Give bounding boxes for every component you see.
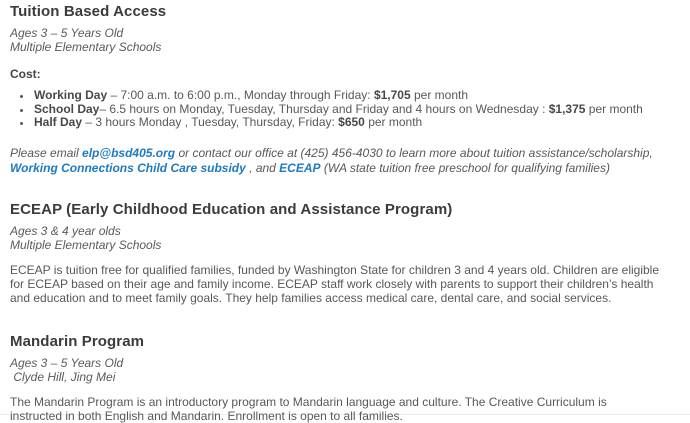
cost-item-working-day bbox=[32, 89, 664, 103]
cost-list bbox=[10, 89, 664, 130]
contact-text: , and bbox=[245, 161, 280, 175]
cost-item-price: $1,375 bbox=[548, 101, 586, 116]
cost-label: Cost: bbox=[10, 67, 41, 81]
tuition-section-title: Tuition Based Access bbox=[10, 3, 167, 20]
section-eceap bbox=[10, 201, 664, 305]
cost-item-name: Working Day bbox=[34, 88, 108, 102]
eceap-section-title: ECEAP (Early Childhood Education and Assistance Program) bbox=[10, 200, 453, 218]
contact-text: (WA state tuition free preschool for qualifying families) bbox=[320, 161, 610, 175]
cost-item-suffix: per month bbox=[364, 115, 423, 129]
cost-item-name: School Day bbox=[34, 101, 100, 116]
email-link[interactable]: elp@bsd405.org bbox=[82, 145, 176, 160]
cost-item-name: Half Day bbox=[34, 115, 83, 129]
cost-item-detail: – 7:00 a.m. to 6:00 p.m., Monday through Friday: bbox=[107, 88, 374, 102]
section-mandarin-program bbox=[10, 333, 664, 423]
mandarin-ages-line: Ages 3 – 5 Years Old bbox=[10, 355, 124, 370]
mandarin-description: The Mandarin Program is an introductory program to Mandarin language and culture. The Creative Curriculum is instructed in both English and Mandarin. Enrollment is open to all families. bbox=[10, 394, 607, 423]
tuition-locations-line: Multiple Elementary Schools bbox=[10, 40, 162, 54]
mandarin-meta bbox=[10, 356, 664, 384]
tuition-meta bbox=[10, 26, 664, 54]
eceap-link[interactable]: ECEAP bbox=[279, 161, 321, 175]
eceap-ages-line: Ages 3 & 4 year olds bbox=[10, 223, 121, 238]
cost-item-suffix: per month bbox=[410, 88, 469, 102]
cost-item-school-day bbox=[32, 103, 664, 117]
mandarin-section-title: Mandarin Program bbox=[10, 332, 145, 350]
eceap-meta bbox=[10, 224, 664, 252]
eceap-description: ECEAP is tuition free for qualified families, funded by Washington State for children 3 and 4 years old. Children are eligible for ECEAP based on their age and family income. ECEAP staff work closely with parents to support their children’s health and education and to meet family goals. They help families access medical care, dental care, and social services. bbox=[10, 262, 660, 305]
tuition-ages-line: Ages 3 – 5 Years Old bbox=[10, 26, 124, 40]
section-tuition-based-access bbox=[10, 3, 664, 177]
cost-item-half-day bbox=[32, 116, 664, 130]
contact-text: Please email bbox=[10, 145, 83, 160]
cost-item-price: $1,705 bbox=[373, 88, 411, 102]
cost-item-detail: – 6.5 hours on Monday, Tuesday, Thursday and Friday and 4 hours on Wednesday : bbox=[99, 101, 549, 116]
working-connections-subsidy-link[interactable]: Working Connections Child Care subsidy bbox=[10, 161, 246, 175]
mandarin-locations-line: Clyde Hill, Jing Mei bbox=[10, 369, 116, 384]
eceap-locations-line: Multiple Elementary Schools bbox=[10, 237, 162, 252]
cost-item-price: $650 bbox=[338, 115, 365, 129]
cost-item-detail: – 3 hours Monday , Tuesday, Thursday, Friday: bbox=[82, 115, 339, 129]
contact-text: or contact our office at (425) 456-4030 to learn more about tuition assistance/scholarship, bbox=[175, 145, 653, 160]
cost-item-suffix: per month bbox=[585, 101, 643, 116]
contact-paragraph bbox=[10, 146, 658, 177]
